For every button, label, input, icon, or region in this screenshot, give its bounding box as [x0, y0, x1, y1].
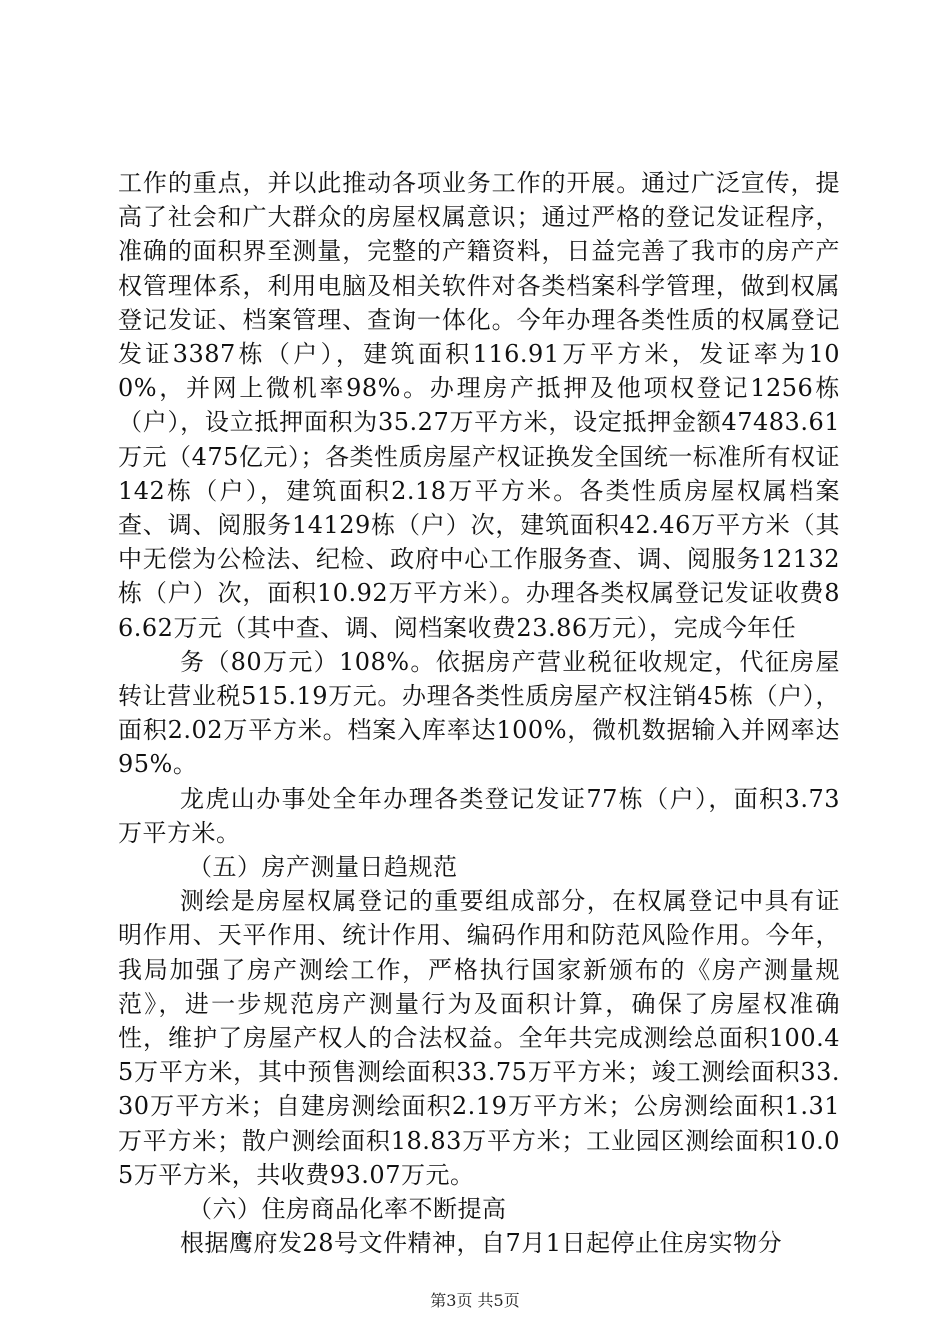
paragraph-surveying: 测绘是房屋权属登记的重要组成部分，在权属登记中具有证明作用、天平作用、统计作用、编码作用和防范风险作用。今年，我局加强了房产测绘工作，严格执行国家新颁布的《房产测量规范》，进一步规范房产测量行为及面积计算，确保了房屋权准确性，维护了房屋产权人的合法权益。全年共完成测绘总面积100.45万平方米，其中预售测绘面积33.75万平方米；竣工测绘面积33.30万平方米；自建房测绘面积2.19万平方米；公房测绘面积1.31万平方米；散户测绘面积18.83万平方米；工业园区测绘面积10.05万平方米，共收费93.07万元。: [118, 887, 840, 1189]
paragraph-longhushan: 龙虎山办事处全年办理各类登记发证77栋（户），面积3.73万平方米。: [118, 784, 840, 847]
paragraph-registration: 工作的重点，并以此推动各项业务工作的开展。通过广泛宣传，提高了社会和广大群众的房屋权属意识；通过严格的登记发证程序，准确的面积界至测量，完整的产籍资料，日益完善了我市的房产产权管理体系，利用电脑及相关软件对各类档案科学管理，做到权属登记发证、档案管理、查询一体化。今年办理各类性质的权属登记发证3387栋（户），建筑面积116.91万平方米，发证率为100%，并网上微机率98%。办理房产抵押及他项权登记1256栋（户），设立抵押面积为35.27万平方米，设定抵押金额47483.61万元（475亿元）；各类性质房屋产权证换发全国统一标准所有权证142栋（户），建筑面积2.18万平方米。各类性质房屋权属档案查、调、阅服务14129栋（户）次，建筑面积42.46万平方米（其中无偿为公检法、纪检、政府中心工作服务查、调、阅服务12132栋（户）次，面积10.92万平方米）。办理各类权属登记发证收费86.62万元（其中查、调、阅档案收费23.86万元），完成今年任: [118, 169, 840, 642]
page-footer: 第3页 共5页: [430, 1291, 520, 1310]
section-heading-surveying: （五）房产测量日趋规范: [188, 853, 458, 882]
paragraph-tax-collection: 务（80万元）108%。依据房产营业税征收规定，代征房屋转让营业税515.19万元。办理各类性质房屋产权注销45栋（户），面积2.02万平方米。档案入库率达100%，微机数据输入并网率达95%。: [118, 647, 840, 779]
document-body: [118, 166, 840, 1261]
section-heading-housing: （六）住房商品化率不断提高: [188, 1195, 507, 1224]
paragraph-housing: 根据鹰府发28号文件精神，自7月1日起停止住房实物分: [180, 1229, 783, 1258]
